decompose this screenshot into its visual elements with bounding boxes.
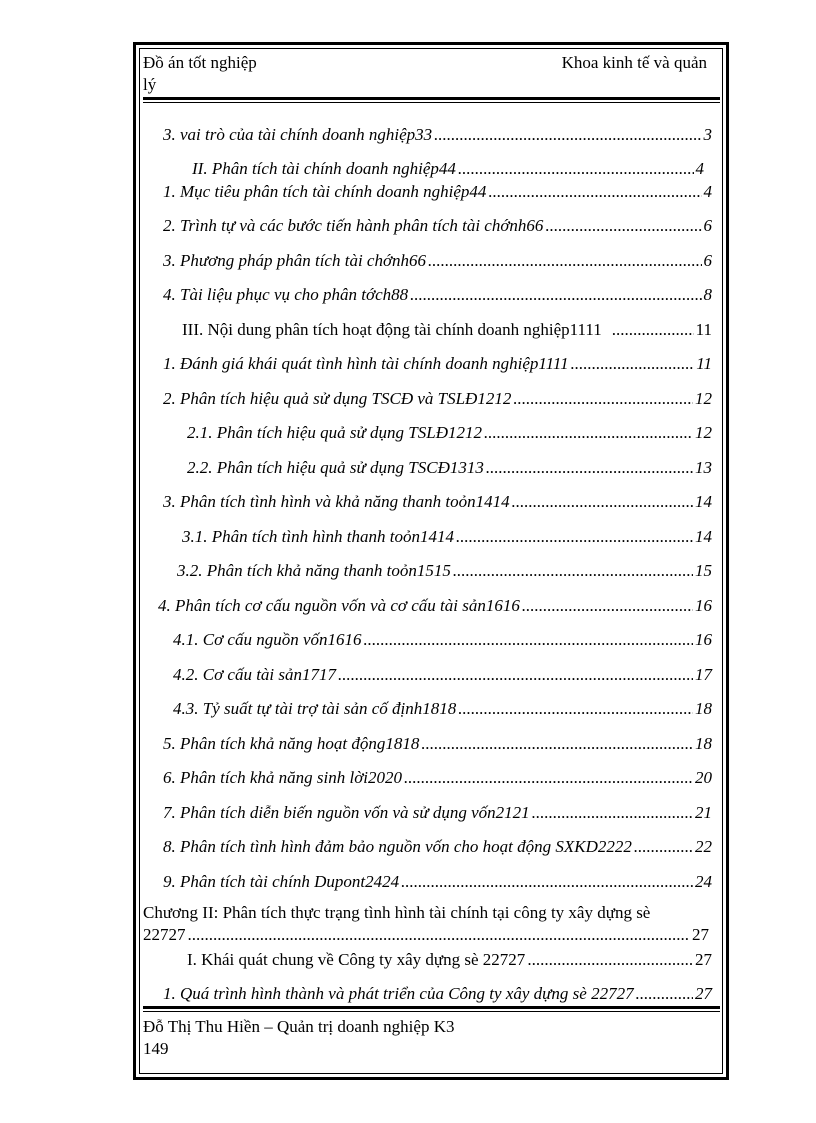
toc-leader-dots: [612, 319, 694, 341]
toc-entry[interactable]: [163, 733, 712, 755]
toc-entry-page: 17: [695, 665, 712, 684]
toc-entry[interactable]: [173, 664, 712, 686]
toc-leader-dots: [532, 802, 693, 824]
toc-leader-dots: [512, 491, 693, 513]
toc-entry-page: 14: [695, 527, 712, 546]
toc-entry-title: 6. Phân tích khả năng sinh lời2020: [163, 768, 403, 787]
toc-entry-page: 24: [695, 872, 712, 891]
toc-leader-dots: [456, 526, 693, 548]
toc-entry-page: 11: [695, 320, 712, 339]
toc-entry-page: 8: [703, 285, 712, 304]
toc-entry-title: 7. Phân tích diễn biến nguồn vốn và sử dụng vốn2121: [163, 803, 530, 822]
toc-entry[interactable]: [163, 124, 712, 146]
toc-entry[interactable]: [163, 836, 712, 858]
toc-leader-dots: [428, 250, 701, 272]
toc-entry[interactable]: [163, 353, 712, 375]
toc-entry-title: 9. Phân tích tài chính Dupont2424: [163, 872, 400, 891]
footer-author: Đỗ Thị Thu Hiền – Quản trị doanh nghiệp K3: [143, 1017, 455, 1036]
toc-entry-title: 1. Đánh giá khái quát tình hình tài chính doanh nghiệp1111: [163, 354, 569, 373]
toc-entry[interactable]: [163, 284, 712, 306]
toc-entry-page: 13: [695, 458, 712, 477]
toc-entry-page: 11: [696, 354, 712, 373]
toc-leader-dots: [458, 698, 693, 720]
toc-entry-page: 3: [703, 125, 712, 144]
toc-entry-page: 18: [695, 699, 712, 718]
toc-leader-dots: [188, 924, 691, 946]
toc-entry-page: 4: [695, 159, 704, 178]
toc-entry[interactable]: [163, 491, 712, 513]
footer-rule-thick: [143, 1006, 720, 1009]
toc-entry-title: 5. Phân tích khả năng hoạt động1818: [163, 734, 420, 753]
toc-entry-page: 14: [695, 492, 712, 511]
toc-chapter-heading[interactable]: [143, 902, 709, 946]
chapter-title-continued: 22727: [143, 925, 186, 944]
toc-leader-dots: [527, 949, 693, 971]
toc-leader-dots: [338, 664, 693, 686]
toc-entry-title: 1. Mục tiêu phân tích tài chính doanh nghiệp44: [163, 182, 487, 201]
toc-entry[interactable]: [163, 388, 712, 410]
toc-entry-page: 4: [703, 182, 712, 201]
toc-entry-page: 18: [695, 734, 712, 753]
toc-entry[interactable]: [163, 983, 712, 1005]
toc-leader-dots: [488, 181, 701, 203]
toc-leader-dots: [484, 422, 693, 444]
toc-entry-title: 1. Quá trình hình thành và phát triển của Công ty xây dựng sè 22727: [163, 984, 634, 1003]
page-number: 149: [143, 1039, 169, 1058]
toc-entry-title: 3.1. Phân tích tình hình thanh toỏn1414: [182, 527, 454, 546]
toc-entry[interactable]: [163, 871, 712, 893]
toc-entry-title: 4.1. Cơ cấu nguồn vốn1616: [173, 630, 362, 649]
toc-leader-dots: [522, 595, 693, 617]
toc-entry[interactable]: [173, 629, 712, 651]
toc-entry-title: I. Khái quát chung về Công ty xây dựng sè 22727: [187, 950, 526, 969]
toc-entry[interactable]: [177, 560, 712, 582]
chapter-title: Chương II: Phân tích thực trạng tình hình tài chính tại công ty xây dựng sè: [143, 903, 651, 922]
toc-entry-title: II. Phân tích tài chính doanh nghiệp44: [192, 159, 456, 178]
toc-leader-dots: [401, 871, 693, 893]
toc-entry-page: 12: [695, 389, 712, 408]
toc-entry-page: 16: [695, 630, 712, 649]
toc-entry-page: 21: [695, 803, 712, 822]
toc-entry-page: 22: [695, 837, 712, 856]
toc-leader-dots: [453, 560, 693, 582]
header-right-title-wrap: lý: [143, 75, 157, 94]
toc-entry[interactable]: [158, 595, 712, 617]
toc-entry-page: 15: [695, 561, 712, 580]
toc-entry-page: 6: [703, 251, 712, 270]
toc-leader-dots: [434, 124, 701, 146]
toc-entry-page: 27: [695, 950, 712, 969]
toc-entry-title: 8. Phân tích tình hình đảm bảo nguồn vốn cho hoạt động SXKD2222: [163, 837, 632, 856]
toc-leader-dots: [513, 388, 693, 410]
toc-entry-page: 6: [703, 216, 712, 235]
header-right-title: Khoa kinh tế và quản: [561, 53, 707, 72]
toc-entry[interactable]: [163, 802, 712, 824]
toc-entry-title: 4. Phân tích cơ cấu nguồn vốn và cơ cấu tài sản1616: [158, 596, 520, 615]
toc-entry[interactable]: [187, 422, 712, 444]
toc-leader-dots: [364, 629, 693, 651]
toc-leader-dots: [486, 457, 693, 479]
toc-entry-page: 27: [695, 984, 712, 1003]
header-left-title: Đồ án tốt nghiệp: [143, 53, 257, 72]
toc-entry-page: 12: [695, 423, 712, 442]
toc-entry-title: III. Nội dung phân tích hoạt động tài chính doanh nghiệp1111: [182, 320, 602, 339]
toc-entry-title: 4. Tài liệu phục vụ cho phân tớch88: [163, 285, 409, 304]
toc-entry[interactable]: [173, 698, 712, 720]
toc-entry-title: 2. Phân tích hiệu quả sử dụng TSCĐ và TSLĐ1212: [163, 389, 512, 408]
toc-entry[interactable]: [163, 215, 712, 237]
toc-entry-title: 4.3. Tỷ suất tự tài trợ tài sản cố định1818: [173, 699, 457, 718]
toc-entry[interactable]: [163, 767, 712, 789]
toc-leader-dots: [421, 733, 693, 755]
toc-leader-dots: [404, 767, 693, 789]
toc-entry-title: 3. Phương pháp phân tích tài chớnh66: [163, 251, 427, 270]
toc-section-heading[interactable]: [182, 319, 712, 341]
footer-rule-thin: [143, 1011, 720, 1012]
toc-entry-page: 27: [692, 925, 709, 944]
toc-leader-dots: [545, 215, 701, 237]
toc-leader-dots: [458, 158, 694, 180]
toc-leader-dots: [636, 983, 693, 1005]
toc-entry-page: 16: [695, 596, 712, 615]
toc-entry[interactable]: [192, 158, 704, 180]
toc-entry[interactable]: [163, 250, 712, 272]
toc-section-heading[interactable]: [187, 949, 712, 971]
toc-entry-title: 2. Trình tự và các bước tiến hành phân tích tài chớnh66: [163, 216, 544, 235]
toc-entry-title: 4.2. Cơ cấu tài sản1717: [173, 665, 337, 684]
toc-leader-dots: [634, 836, 693, 858]
page-footer: [143, 1016, 703, 1060]
toc-entry-title: 2.1. Phân tích hiệu quả sử dụng TSLĐ1212: [187, 423, 482, 442]
toc-entry-title: 3.2. Phân tích khả năng thanh toỏn1515: [177, 561, 451, 580]
toc-leader-dots: [410, 284, 701, 306]
toc-entry-title: 3. Phân tích tình hình và khả năng thanh toỏn1414: [163, 492, 510, 511]
toc-entry-page: 20: [695, 768, 712, 787]
toc-entry-title: 2.2. Phân tích hiệu quả sử dụng TSCĐ1313: [187, 458, 484, 477]
toc-entry[interactable]: [163, 181, 712, 203]
toc-entry[interactable]: [187, 457, 712, 479]
toc-entry[interactable]: [182, 526, 712, 548]
toc-leader-dots: [571, 353, 695, 375]
toc-entry-title: 3. vai trò của tài chính doanh nghiệp33: [163, 125, 433, 144]
